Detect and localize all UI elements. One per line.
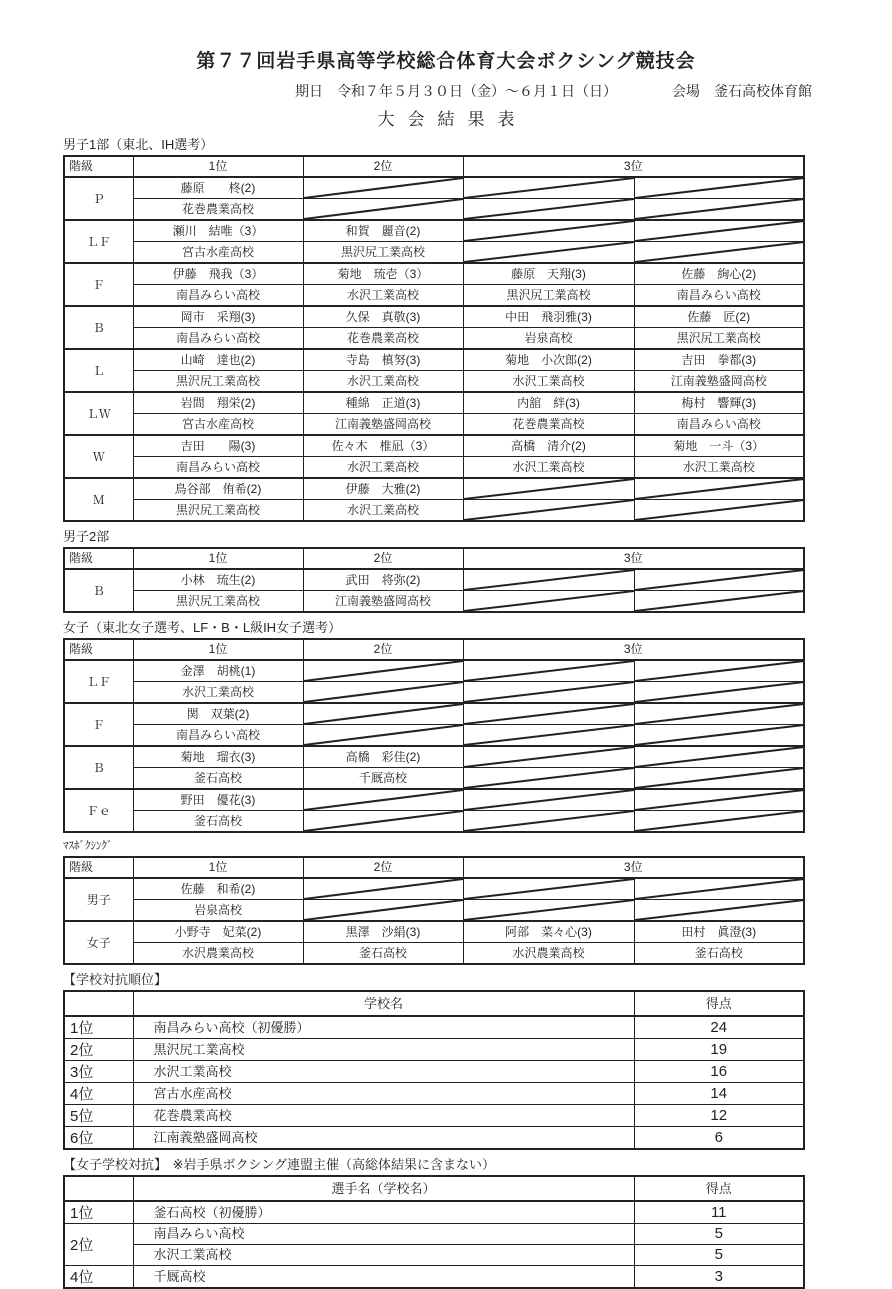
weight-class-label: Ｍ: [64, 478, 133, 521]
winner-school-cell: 南昌みらい高校: [133, 285, 303, 307]
winner-name-cell: 佐藤 匠(2): [634, 306, 804, 328]
weight-class-label: ＬＷ: [64, 392, 133, 435]
winner-name-cell: 関 双葉(2): [133, 703, 303, 725]
winner-name-cell: 菊地 瑠衣(3): [133, 746, 303, 768]
empty-cell: [463, 220, 634, 242]
slash-icon: [464, 178, 634, 198]
weight-class-label: 男子: [64, 878, 133, 921]
winner-school-cell: 南昌みらい高校: [634, 414, 804, 436]
empty-cell: [634, 768, 804, 790]
section-label-school-ranking: 【学校対抗順位】: [63, 972, 168, 987]
score-cell: 16: [634, 1061, 804, 1083]
second-place-header: 2位: [303, 639, 463, 660]
winner-name-cell: 黒澤 沙絹(3): [303, 921, 463, 943]
slash-icon: [304, 704, 463, 724]
ranking-header-row: [64, 991, 804, 1016]
ranking-row: [64, 1127, 804, 1150]
winner-school-cell: 黒沢尻工業高校: [303, 242, 463, 264]
weight-class-school-row: [64, 328, 804, 350]
slash-icon: [635, 879, 804, 899]
school-name-cell: 釜石高校（初優勝）: [133, 1201, 634, 1224]
weight-class-school-row: [64, 199, 804, 221]
winner-school-cell: 釜石高校: [133, 768, 303, 790]
second-place-header: 2位: [303, 857, 463, 878]
section-label-womens: 女子（東北女子選考、LF・B・L級IH女子選考）: [63, 620, 342, 635]
empty-cell: [634, 478, 804, 500]
slash-icon: [464, 879, 634, 899]
winner-school-cell: 水沢工業高校: [634, 457, 804, 479]
winner-school-cell: 釜石高校: [303, 943, 463, 965]
slash-icon: [635, 199, 804, 219]
weight-class-label: Ｂ: [64, 306, 133, 349]
second-place-header: 2位: [303, 156, 463, 177]
slash-icon: [635, 178, 804, 198]
slash-icon: [464, 725, 634, 745]
weight-class-school-row: [64, 811, 804, 833]
school-name-header: 選手名（学校名）: [133, 1176, 634, 1201]
slash-icon: [464, 570, 634, 590]
score-cell: 11: [634, 1201, 804, 1224]
empty-cell: [634, 878, 804, 900]
rank-cell: 3位: [64, 1061, 133, 1083]
weight-class-row: [64, 306, 804, 328]
winner-school-cell: 黒沢尻工業高校: [634, 328, 804, 350]
slash-icon: [464, 242, 634, 262]
winner-school-cell: 黒沢尻工業高校: [133, 500, 303, 522]
empty-cell: [634, 789, 804, 811]
empty-cell: [463, 199, 634, 221]
third-place-header: 3位: [463, 639, 804, 660]
weight-class-label: Ｆ: [64, 703, 133, 746]
weight-class-school-row: [64, 285, 804, 307]
empty-cell: [463, 478, 634, 500]
school-name-header: 学校名: [133, 991, 634, 1016]
winner-school-cell: 江南義塾盛岡高校: [634, 371, 804, 393]
rank-cell: 5位: [64, 1105, 133, 1127]
slash-icon: [635, 790, 804, 810]
rank-cell: 4位: [64, 1083, 133, 1105]
slash-icon: [635, 591, 804, 611]
weight-class-school-row: [64, 768, 804, 790]
slash-icon: [635, 479, 804, 499]
winner-school-cell: 花巻農業高校: [133, 199, 303, 221]
empty-cell: [634, 591, 804, 613]
slash-icon: [635, 242, 804, 262]
winner-school-cell: 水沢工業高校: [303, 285, 463, 307]
winner-name-cell: 高橋 清介(2): [463, 435, 634, 457]
ranking-row: [64, 1061, 804, 1083]
womens-school-ranking-table: [63, 1175, 805, 1289]
slash-icon: [464, 221, 634, 241]
winner-school-cell: 江南義塾盛岡高校: [303, 591, 463, 613]
winner-school-cell: 岩泉高校: [133, 900, 303, 922]
section-label-womens-school-ranking: [63, 1156, 803, 1173]
winner-name-cell: 山崎 達也(2): [133, 349, 303, 371]
weight-class-school-row: [64, 591, 804, 613]
winner-name-cell: 伊藤 大雅(2): [303, 478, 463, 500]
slash-icon: [464, 682, 634, 702]
weight-class-school-row: [64, 242, 804, 264]
slash-icon: [304, 725, 463, 745]
first-place-header: 1位: [133, 857, 303, 878]
slash-icon: [635, 500, 804, 520]
weight-class-label: Ｌ: [64, 349, 133, 392]
score-header: 得点: [634, 991, 804, 1016]
class-column-header: 階級: [64, 639, 133, 660]
empty-cell: [634, 569, 804, 591]
rank-corner-cell: [64, 1176, 133, 1201]
weight-class-row: [64, 263, 804, 285]
weight-class-row: [64, 435, 804, 457]
content-area: [63, 136, 803, 1289]
score-cell: 3: [634, 1266, 804, 1289]
winner-name-cell: 菊地 琉壱（3）: [303, 263, 463, 285]
weight-class-school-row: [64, 725, 804, 747]
slash-icon: [464, 199, 634, 219]
empty-cell: [463, 768, 634, 790]
winner-school-cell: 宮古水産高校: [133, 414, 303, 436]
empty-cell: [303, 789, 463, 811]
class-column-header: 階級: [64, 156, 133, 177]
empty-cell: [463, 177, 634, 199]
weight-class-label: ＬＦ: [64, 660, 133, 703]
weight-class-school-row: [64, 900, 804, 922]
rank-cell: 1位: [64, 1016, 133, 1039]
empty-cell: [303, 878, 463, 900]
class-column-header: 階級: [64, 857, 133, 878]
empty-cell: [303, 725, 463, 747]
slash-icon: [304, 811, 463, 831]
womens-ranking-title: 【女子学校対抗】: [63, 1157, 168, 1172]
weight-class-school-row: [64, 682, 804, 704]
winner-school-cell: 黒沢尻工業高校: [463, 285, 634, 307]
empty-cell: [463, 500, 634, 522]
third-place-header: 3位: [463, 156, 804, 177]
slash-icon: [304, 661, 463, 681]
school-name-cell: 南昌みらい高校（初優勝）: [133, 1016, 634, 1039]
winner-name-cell: 藤原 柊(2): [133, 177, 303, 199]
score-cell: 19: [634, 1039, 804, 1061]
slash-icon: [635, 704, 804, 724]
score-cell: 5: [634, 1224, 804, 1245]
winner-name-cell: 菊地 一斗（3）: [634, 435, 804, 457]
winner-school-cell: 江南義塾盛岡高校: [303, 414, 463, 436]
first-place-header: 1位: [133, 548, 303, 569]
weight-class-school-row: [64, 943, 804, 965]
results-header-row: [64, 639, 804, 660]
weight-class-row: [64, 478, 804, 500]
weight-class-row: [64, 177, 804, 199]
empty-cell: [303, 682, 463, 704]
empty-cell: [463, 725, 634, 747]
slash-icon: [464, 811, 634, 831]
slash-icon: [635, 725, 804, 745]
winner-school-cell: 南昌みらい高校: [133, 725, 303, 747]
school-name-cell: 江南義塾盛岡高校: [133, 1127, 634, 1150]
slash-icon: [635, 747, 804, 767]
winner-school-cell: 花巻農業高校: [303, 328, 463, 350]
weight-class-row: [64, 220, 804, 242]
winner-name-cell: 久保 真敬(3): [303, 306, 463, 328]
section-label-mens-div1: 男子1部（東北、IH選考）: [63, 137, 214, 152]
weight-class-row: [64, 569, 804, 591]
empty-cell: [463, 569, 634, 591]
school-ranking-table: [63, 990, 805, 1150]
winner-name-cell: 吉田 陽(3): [133, 435, 303, 457]
results-subtitle: 大会結果表: [377, 110, 528, 129]
winner-school-cell: 岩泉高校: [463, 328, 634, 350]
winner-name-cell: 吉田 拳都(3): [634, 349, 804, 371]
winner-name-cell: 岩間 翔栄(2): [133, 392, 303, 414]
winner-name-cell: 岡市 采翔(3): [133, 306, 303, 328]
slash-icon: [304, 790, 463, 810]
empty-cell: [634, 242, 804, 264]
empty-cell: [463, 900, 634, 922]
empty-cell: [303, 660, 463, 682]
empty-cell: [634, 811, 804, 833]
ranking-row: [64, 1245, 804, 1266]
ranking-row: [64, 1224, 804, 1245]
score-cell: 24: [634, 1016, 804, 1039]
winner-school-cell: 千厩高校: [303, 768, 463, 790]
empty-cell: [303, 199, 463, 221]
section-label-mass-boxing: ﾏｽﾎﾞｸｼﾝｸﾞ: [63, 840, 113, 852]
slash-icon: [304, 682, 463, 702]
weight-class-school-row: [64, 500, 804, 522]
slash-icon: [464, 768, 634, 788]
class-column-header: 階級: [64, 548, 133, 569]
empty-cell: [303, 177, 463, 199]
empty-cell: [634, 703, 804, 725]
school-name-cell: 宮古水産高校: [133, 1083, 634, 1105]
rank-cell: 2位: [64, 1039, 133, 1061]
school-name-cell: 南昌みらい高校: [133, 1224, 634, 1245]
slash-icon: [304, 879, 463, 899]
winner-school-cell: 水沢農業高校: [133, 943, 303, 965]
empty-cell: [463, 591, 634, 613]
ranking-row: [64, 1266, 804, 1289]
winner-school-cell: 黒沢尻工業高校: [133, 591, 303, 613]
winner-name-cell: 伊藤 飛我（3）: [133, 263, 303, 285]
slash-icon: [635, 900, 804, 920]
rank-cell: 6位: [64, 1127, 133, 1150]
weight-class-row: [64, 921, 804, 943]
slash-icon: [464, 704, 634, 724]
weight-class-label: 女子: [64, 921, 133, 964]
ranking-header-row: [64, 1176, 804, 1201]
weight-class-label: Ｆ: [64, 263, 133, 306]
winner-name-cell: 武田 将弥(2): [303, 569, 463, 591]
slash-icon: [635, 768, 804, 788]
empty-cell: [634, 220, 804, 242]
weight-class-row: [64, 349, 804, 371]
school-name-cell: 黒沢尻工業高校: [133, 1039, 634, 1061]
slash-icon: [304, 178, 463, 198]
section-label-mens-div2: 男子2部: [63, 529, 110, 544]
weight-class-row: [64, 392, 804, 414]
ranking-row: [64, 1039, 804, 1061]
empty-cell: [463, 746, 634, 768]
ranking-row: [64, 1201, 804, 1224]
weight-class-row: [64, 746, 804, 768]
slash-icon: [464, 500, 634, 520]
slash-icon: [464, 479, 634, 499]
score-cell: 6: [634, 1127, 804, 1150]
score-header: 得点: [634, 1176, 804, 1201]
results-header-row: [64, 548, 804, 569]
winner-name-cell: 高橋 彩佳(2): [303, 746, 463, 768]
weight-class-row: [64, 789, 804, 811]
empty-cell: [634, 660, 804, 682]
empty-cell: [634, 500, 804, 522]
winner-school-cell: 水沢工業高校: [303, 500, 463, 522]
winner-school-cell: 水沢工業高校: [303, 457, 463, 479]
empty-cell: [303, 811, 463, 833]
winner-school-cell: 釜石高校: [634, 943, 804, 965]
winner-school-cell: 釜石高校: [133, 811, 303, 833]
slash-icon: [635, 221, 804, 241]
rank-cell: 2位: [64, 1224, 133, 1266]
winner-name-cell: 田村 眞澄(3): [634, 921, 804, 943]
event-venue: 会場 釜石高校体育館: [672, 83, 812, 99]
empty-cell: [463, 789, 634, 811]
results-table-mens-div1: [63, 155, 805, 522]
winner-school-cell: 宮古水産高校: [133, 242, 303, 264]
first-place-header: 1位: [133, 639, 303, 660]
empty-cell: [634, 682, 804, 704]
weight-class-label: Ｗ: [64, 435, 133, 478]
weight-class-label: Ｂ: [64, 569, 133, 612]
first-place-header: 1位: [133, 156, 303, 177]
winner-name-cell: 種綿 正道(3): [303, 392, 463, 414]
results-header-row: [64, 857, 804, 878]
weight-class-label: Ｆｅ: [64, 789, 133, 832]
empty-cell: [463, 703, 634, 725]
empty-cell: [463, 660, 634, 682]
winner-school-cell: 南昌みらい高校: [133, 328, 303, 350]
school-name-cell: 花巻農業高校: [133, 1105, 634, 1127]
winner-school-cell: 水沢工業高校: [303, 371, 463, 393]
empty-cell: [463, 878, 634, 900]
winner-school-cell: 南昌みらい高校: [634, 285, 804, 307]
event-date: 期日 令和７年５月３０日（金）～６月１日（日）: [295, 83, 617, 99]
empty-cell: [634, 900, 804, 922]
winner-name-cell: 野田 優花(3): [133, 789, 303, 811]
winner-school-cell: 水沢工業高校: [463, 371, 634, 393]
winner-school-cell: 水沢工業高校: [463, 457, 634, 479]
second-place-header: 2位: [303, 548, 463, 569]
weight-class-label: Ｂ: [64, 746, 133, 789]
winner-name-cell: 中田 飛羽雅(3): [463, 306, 634, 328]
winner-name-cell: 瀬川 結唯（3）: [133, 220, 303, 242]
winner-name-cell: 小林 琉生(2): [133, 569, 303, 591]
winner-name-cell: 寺島 槙努(3): [303, 349, 463, 371]
winner-name-cell: 阿部 菜々心(3): [463, 921, 634, 943]
winner-name-cell: 金澤 胡桃(1): [133, 660, 303, 682]
school-name-cell: 水沢工業高校: [133, 1061, 634, 1083]
slash-icon: [635, 661, 804, 681]
empty-cell: [463, 682, 634, 704]
weight-class-school-row: [64, 457, 804, 479]
school-name-cell: 千厩高校: [133, 1266, 634, 1289]
rank-corner-cell: [64, 991, 133, 1016]
school-name-cell: 水沢工業高校: [133, 1245, 634, 1266]
winner-name-cell: 小野寺 妃菜(2): [133, 921, 303, 943]
slash-icon: [464, 790, 634, 810]
results-table-womens: [63, 638, 805, 833]
rank-cell: 1位: [64, 1201, 133, 1224]
slash-icon: [635, 811, 804, 831]
slash-icon: [464, 747, 634, 767]
slash-icon: [464, 591, 634, 611]
results-table-mass-boxing: [63, 856, 805, 965]
winner-name-cell: 佐々木 椎凪（3）: [303, 435, 463, 457]
slash-icon: [635, 570, 804, 590]
third-place-header: 3位: [463, 857, 804, 878]
womens-ranking-note: ※岩手県ボクシング連盟主催（高総体結果に含まない）: [172, 1157, 495, 1172]
winner-name-cell: 内舘 絆(3): [463, 392, 634, 414]
ranking-row: [64, 1083, 804, 1105]
empty-cell: [634, 746, 804, 768]
winner-school-cell: 水沢工業高校: [133, 682, 303, 704]
ranking-row: [64, 1016, 804, 1039]
winner-name-cell: 佐藤 和希(2): [133, 878, 303, 900]
third-place-header: 3位: [463, 548, 804, 569]
empty-cell: [634, 177, 804, 199]
weight-class-row: [64, 878, 804, 900]
date-venue-row: [0, 81, 892, 101]
slash-icon: [304, 199, 463, 219]
score-cell: 5: [634, 1245, 804, 1266]
winner-name-cell: 菊地 小次郎(2): [463, 349, 634, 371]
score-cell: 12: [634, 1105, 804, 1127]
slash-icon: [304, 900, 463, 920]
winner-school-cell: 水沢農業高校: [463, 943, 634, 965]
winner-school-cell: 南昌みらい高校: [133, 457, 303, 479]
winner-name-cell: 鳥谷部 侑希(2): [133, 478, 303, 500]
slash-icon: [464, 661, 634, 681]
empty-cell: [634, 725, 804, 747]
results-table-mens-div2: [63, 547, 805, 613]
tournament-result-sheet: [0, 46, 892, 1286]
slash-icon: [464, 900, 634, 920]
results-header-row: [64, 156, 804, 177]
score-cell: 14: [634, 1083, 804, 1105]
empty-cell: [303, 900, 463, 922]
weight-class-row: [64, 660, 804, 682]
winner-name-cell: 佐藤 絢心(2): [634, 263, 804, 285]
page-title: 第７７回岩手県高等学校総合体育大会ボクシング競技会: [196, 51, 696, 72]
winner-name-cell: 藤原 天翔(3): [463, 263, 634, 285]
weight-class-label: ＬＦ: [64, 220, 133, 263]
winner-name-cell: 梅村 響輝(3): [634, 392, 804, 414]
empty-cell: [463, 242, 634, 264]
empty-cell: [634, 199, 804, 221]
slash-icon: [635, 682, 804, 702]
winner-school-cell: 黒沢尻工業高校: [133, 371, 303, 393]
weight-class-row: [64, 703, 804, 725]
winner-school-cell: 花巻農業高校: [463, 414, 634, 436]
rank-cell: 4位: [64, 1266, 133, 1289]
winner-name-cell: 和賀 麗音(2): [303, 220, 463, 242]
weight-class-school-row: [64, 371, 804, 393]
empty-cell: [303, 703, 463, 725]
empty-cell: [463, 811, 634, 833]
weight-class-school-row: [64, 414, 804, 436]
weight-class-label: Ｐ: [64, 177, 133, 220]
ranking-row: [64, 1105, 804, 1127]
